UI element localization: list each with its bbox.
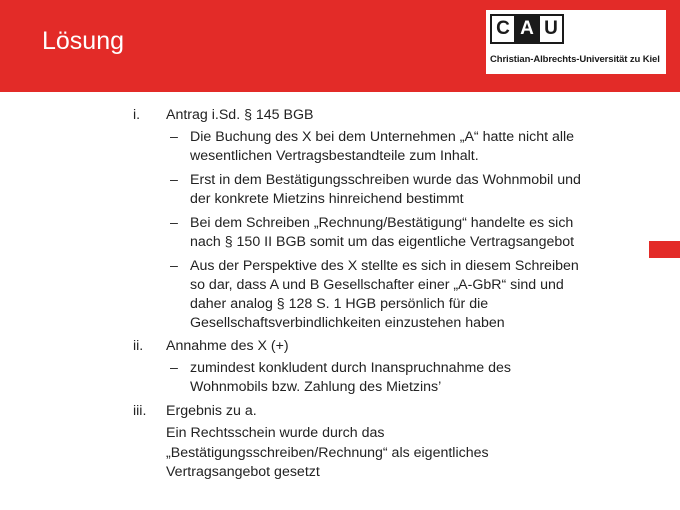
logo-letter-c: C xyxy=(490,14,516,44)
logo-letter-u: U xyxy=(538,14,564,44)
sub-item-text: wesentlichen Vertragsbestandteile zum Inhalt. xyxy=(190,148,479,164)
item-marker: iii. xyxy=(133,403,147,419)
sub-item-marker: – xyxy=(170,129,178,145)
sub-item-marker: – xyxy=(170,360,178,376)
sub-item-text: Bei dem Schreiben „Rechnung/Bestätigung“ handelte es sich xyxy=(190,215,574,231)
item-heading: Ergebnis zu a. xyxy=(166,403,257,419)
sub-item-marker: – xyxy=(170,215,178,231)
logo-subtitle: Christian-Albrechts-Universität zu Kiel xyxy=(490,54,660,65)
sub-item-text: Erst in dem Bestätigungsschreiben wurde das Wohnmobil und xyxy=(190,172,581,188)
item-heading: Annahme des X (+) xyxy=(166,338,289,354)
sub-item-text: Die Buchung des X bei dem Unternehmen „A“ hatte nicht alle xyxy=(190,129,575,145)
item-text: „Bestätigungsschreiben/Rechnung“ als eigentliches xyxy=(166,445,489,461)
sub-item-marker: – xyxy=(170,258,178,274)
sub-item-text: daher analog § 128 S. 1 HGB persönlich für die xyxy=(190,296,489,312)
sub-item-text: Gesellschaftsverbindlichkeiten einzustehen haben xyxy=(190,315,505,331)
item-marker: i. xyxy=(133,107,141,123)
sub-item-text: der konkrete Mietzins hinreichend bestimmt xyxy=(190,191,464,207)
page-title: Lösung xyxy=(42,27,125,55)
item-text: Ein Rechtsschein wurde durch das xyxy=(166,425,385,441)
sub-item-marker: – xyxy=(170,172,178,188)
sub-item-text: Aus der Perspektive des X stellte es sich in diesem Schreiben xyxy=(190,258,579,274)
logo-letter-a: A xyxy=(514,14,540,44)
sub-item-text: Wohnmobils bzw. Zahlung des Mietzins’ xyxy=(190,379,442,395)
item-marker: ii. xyxy=(133,338,144,354)
sub-item-text: nach § 150 II BGB somit um das eigentliche Vertragsangebot xyxy=(190,234,575,250)
sub-item-text: so dar, dass A und B Gesellschafter einer „A-GbR“ sind und xyxy=(190,277,564,293)
sub-item-text: zumindest konkludent durch Inanspruchnahme des xyxy=(190,360,511,376)
item-heading: Antrag i.Sd. § 145 BGB xyxy=(166,107,314,123)
item-text: Vertragsangebot gesetzt xyxy=(166,464,320,480)
